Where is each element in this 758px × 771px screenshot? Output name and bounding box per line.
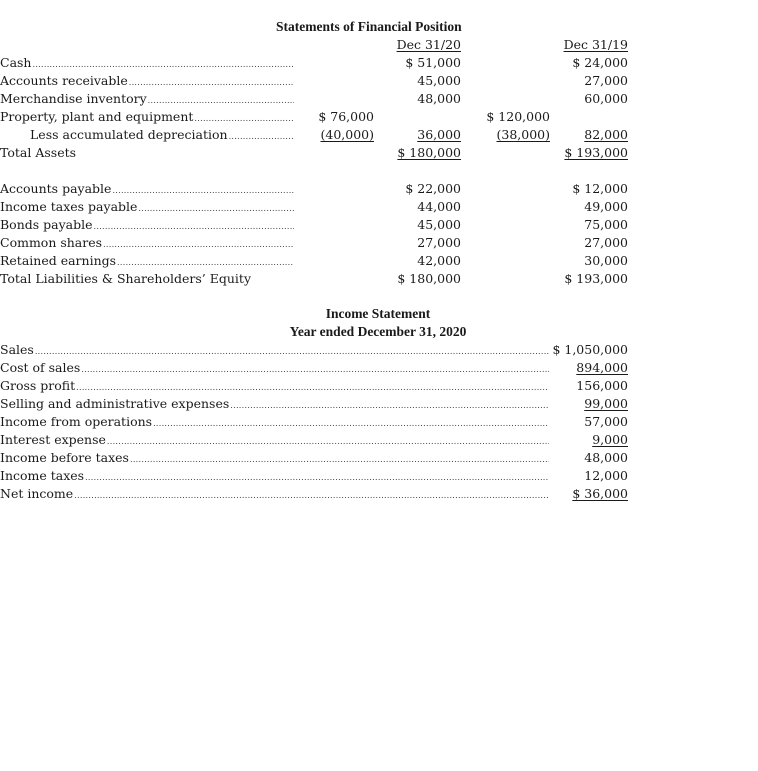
total-liabilities-2019: $ 193,000 (564, 271, 628, 286)
cost-of-sales-value: 894,000 (576, 360, 628, 375)
ppe-net-2019: 82,000 (584, 127, 628, 142)
before-taxes-value: 48,000 (584, 450, 628, 465)
row-label-total-liabilities: Total Liabilities & Shareholders’ Equity (0, 271, 252, 286)
common-2020: 27,000 (417, 235, 461, 250)
depreciation-2020: (40,000) (320, 127, 374, 142)
retained-2019: 30,000 (584, 253, 628, 268)
row-label-total-assets: Total Assets (0, 145, 77, 160)
income-operations-value: 57,000 (584, 414, 628, 429)
total-assets-2019: $ 193,000 (564, 145, 628, 160)
receivable-2020: 45,000 (417, 73, 461, 88)
col-header-2020: Dec 31/20 (396, 37, 461, 52)
sfp-title: Statements of Financial Position (276, 19, 462, 34)
common-2019: 27,000 (584, 235, 628, 250)
is-subtitle: Year ended December 31, 2020 (289, 324, 467, 339)
payable-2020: $ 22,000 (405, 181, 461, 196)
net-income-value: $ 36,000 (572, 486, 628, 501)
row-label-before-taxes: Income before taxes ..... (0, 449, 549, 467)
cash-2019: $ 24,000 (572, 55, 628, 70)
row-label-depreciation: Less accumulated depreciation ..... (0, 126, 294, 144)
row-label-common-shares: Common shares ..... (0, 234, 294, 252)
row-label-ppe: Property, plant and equipment ..... (0, 108, 294, 126)
row-label-income-taxes: Income taxes ..... (0, 467, 549, 485)
bonds-2020: 45,000 (417, 217, 461, 232)
taxes-payable-2019: 49,000 (584, 199, 628, 214)
inventory-2020: 48,000 (417, 91, 461, 106)
bonds-2019: 75,000 (584, 217, 628, 232)
ppe-gross-2019: $ 120,000 (486, 109, 550, 124)
selling-admin-value: 99,000 (584, 396, 628, 411)
row-label-bonds: Bonds payable ..... (0, 216, 294, 234)
ppe-net-2020: 36,000 (417, 127, 461, 142)
depreciation-2019: (38,000) (496, 127, 550, 142)
row-label-selling-admin: Selling and administrative expenses ..... (0, 395, 549, 413)
row-label-sales: Sales ..... (0, 341, 549, 359)
row-label-inventory: Merchandise inventory ..... (0, 90, 294, 108)
row-label-income-operations: Income from operations ..... (0, 413, 549, 431)
row-label-cost-of-sales: Cost of sales ..... (0, 359, 549, 377)
retained-2020: 42,000 (417, 253, 461, 268)
ppe-gross-2020: $ 76,000 (318, 109, 374, 124)
payable-2019: $ 12,000 (572, 181, 628, 196)
row-label-payable: Accounts payable ..... (0, 180, 294, 198)
taxes-payable-2020: 44,000 (417, 199, 461, 214)
is-title: Income Statement (325, 306, 431, 321)
total-liabilities-2020: $ 180,000 (397, 271, 461, 286)
row-label-interest: Interest expense ..... (0, 431, 549, 449)
row-label-net-income: Net income ..... (0, 485, 549, 503)
row-label-retained: Retained earnings ..... (0, 252, 294, 270)
total-assets-2020: $ 180,000 (397, 145, 461, 160)
row-label-receivable: Accounts receivable ..... (0, 72, 294, 90)
sales-value: $ 1,050,000 (552, 342, 628, 357)
gross-profit-value: 156,000 (576, 378, 628, 393)
row-label-taxes-payable: Income taxes payable ..... (0, 198, 294, 216)
row-label-gross-profit: Gross profit ..... (0, 377, 549, 395)
income-taxes-value: 12,000 (584, 468, 628, 483)
interest-value: 9,000 (592, 432, 628, 447)
inventory-2019: 60,000 (584, 91, 628, 106)
cash-2020: $ 51,000 (405, 55, 461, 70)
col-header-2019: Dec 31/19 (563, 37, 628, 52)
receivable-2019: 27,000 (584, 73, 628, 88)
row-label-cash: Cash ..... (0, 54, 294, 72)
